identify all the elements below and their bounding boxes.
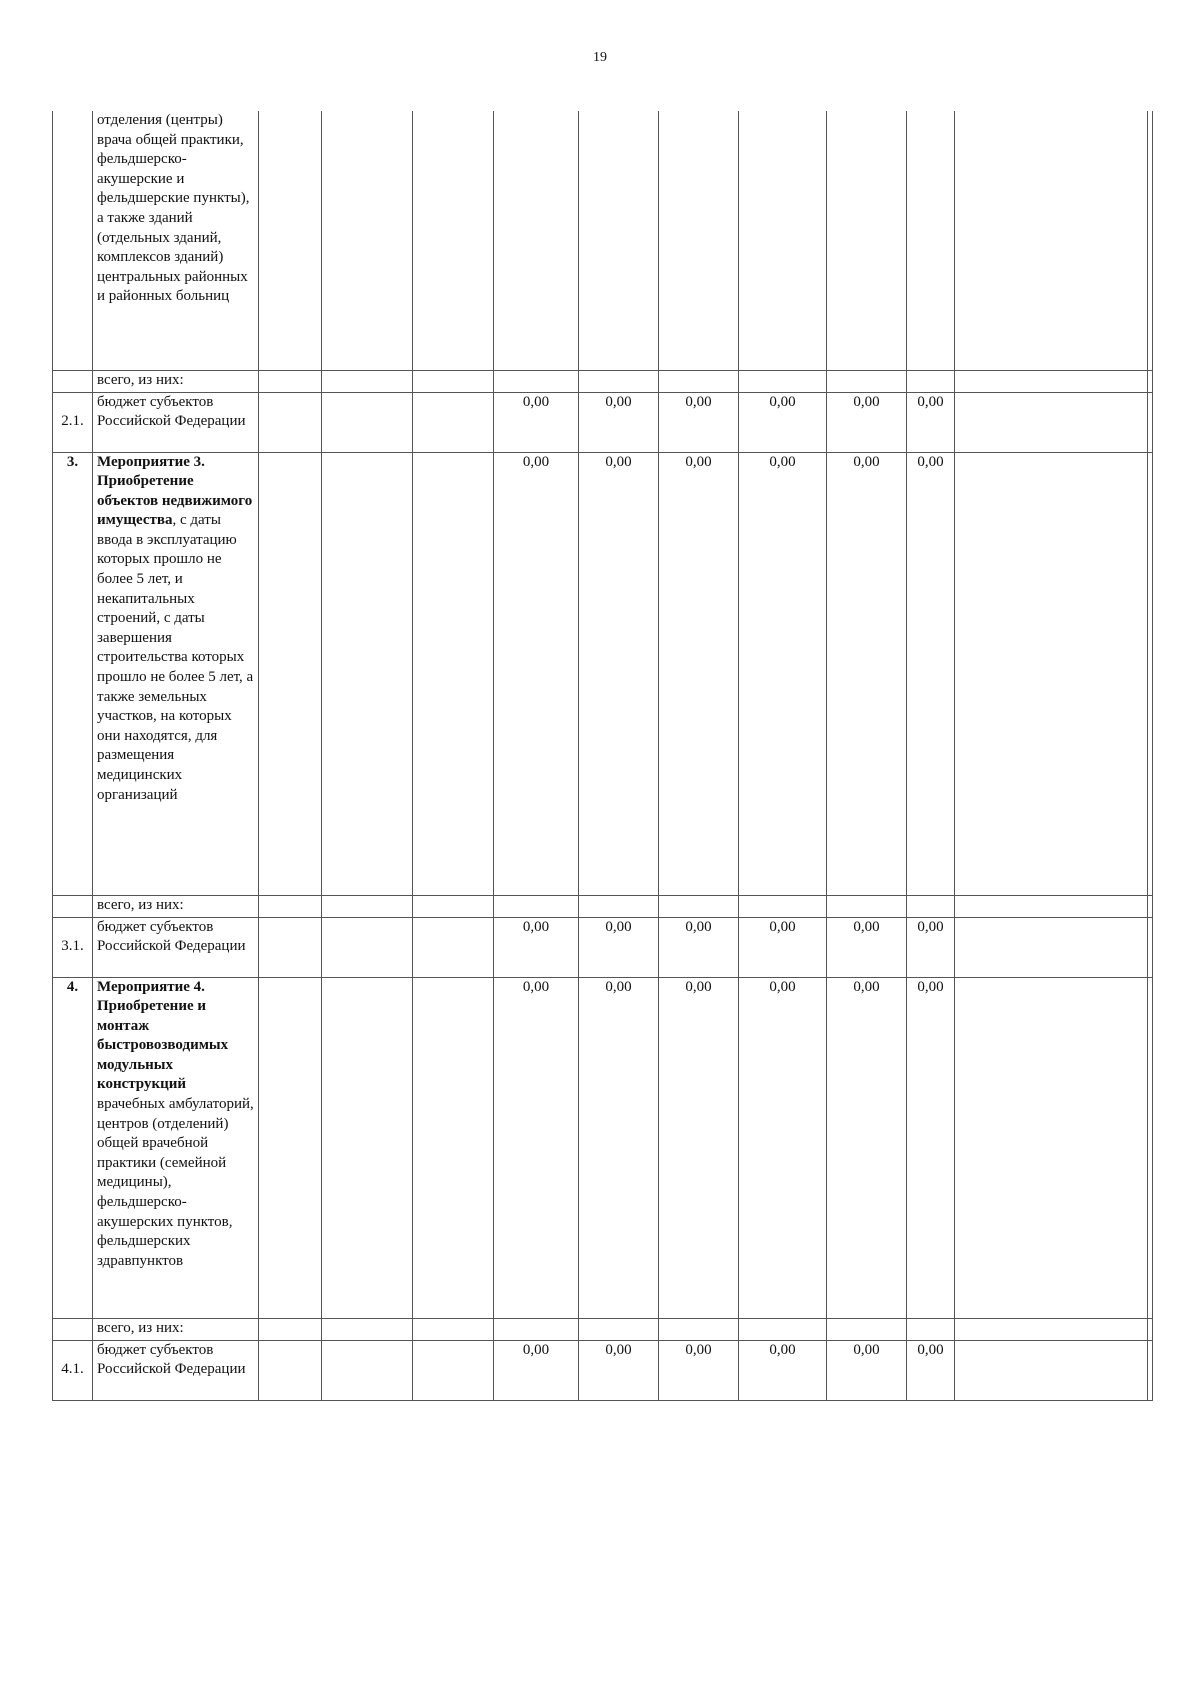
value-cell: 0,00 xyxy=(659,1340,739,1400)
empty-cell xyxy=(413,1340,494,1400)
empty-cell xyxy=(413,917,494,977)
value-cell xyxy=(955,111,1148,370)
empty-cell xyxy=(413,977,494,1318)
empty-cell xyxy=(259,917,322,977)
empty-cell xyxy=(322,917,413,977)
value-cell xyxy=(955,370,1148,392)
description-text: врачебных амбулаторий, центров (отделений) общей врачебной практики (семейной медицины), фельдшерско-акушерских пунктов, фельдшерских здравпунктов xyxy=(97,1096,254,1269)
trailing-cell xyxy=(1148,917,1153,977)
value-cell: 0,00 xyxy=(659,977,739,1318)
empty-cell xyxy=(259,392,322,452)
value-cell xyxy=(494,895,579,917)
value-cell: 0,00 xyxy=(907,977,955,1318)
value-cell: 0,00 xyxy=(739,917,827,977)
value-cell xyxy=(659,370,739,392)
value-cell xyxy=(579,111,659,370)
row-number-cell xyxy=(53,370,93,392)
value-cell: 0,00 xyxy=(659,917,739,977)
value-cell: 0,00 xyxy=(579,917,659,977)
row-continuation xyxy=(53,111,1153,370)
empty-cell xyxy=(259,1318,322,1340)
description-cell xyxy=(93,917,259,977)
value-cell xyxy=(494,1318,579,1340)
value-cell xyxy=(955,917,1148,977)
value-cell: 0,00 xyxy=(579,1340,659,1400)
value-cell: 0,00 xyxy=(907,452,955,895)
row-3 xyxy=(53,452,1153,895)
empty-cell xyxy=(259,1340,322,1400)
value-cell xyxy=(907,370,955,392)
empty-cell xyxy=(259,111,322,370)
value-cell xyxy=(955,977,1148,1318)
empty-cell xyxy=(413,370,494,392)
value-cell xyxy=(579,370,659,392)
description-text: отделения (центры) врача общей практики, фельдшерско-акушерские и фельдшерские пункты), а также зданий (отдельных зданий, комплексов зданий) центральных районных и районных больниц xyxy=(97,112,250,305)
description-cell xyxy=(93,392,259,452)
value-cell xyxy=(955,1340,1148,1400)
value-cell: 0,00 xyxy=(494,392,579,452)
value-cell xyxy=(494,370,579,392)
trailing-cell xyxy=(1148,370,1153,392)
value-cell: 0,00 xyxy=(494,917,579,977)
value-cell: 0,00 xyxy=(827,977,907,1318)
row-number-cell: 2.1. xyxy=(53,392,93,452)
description-text: бюджет субъектов Российской Федерации xyxy=(97,918,246,955)
empty-cell xyxy=(413,1318,494,1340)
value-cell: 0,00 xyxy=(494,452,579,895)
description-cell xyxy=(93,452,259,895)
value-cell xyxy=(827,1318,907,1340)
description-text: всего, из них: xyxy=(97,896,184,913)
value-cell xyxy=(907,111,955,370)
value-cell: 0,00 xyxy=(827,1340,907,1400)
value-cell: 0,00 xyxy=(494,977,579,1318)
empty-cell xyxy=(413,895,494,917)
value-cell xyxy=(827,895,907,917)
description-text: всего, из них: xyxy=(97,1319,184,1336)
value-cell xyxy=(907,895,955,917)
empty-cell xyxy=(322,895,413,917)
budget-table xyxy=(52,111,1153,1401)
value-cell xyxy=(659,111,739,370)
trailing-cell xyxy=(1148,895,1153,917)
value-cell xyxy=(494,111,579,370)
empty-cell xyxy=(322,977,413,1318)
value-cell: 0,00 xyxy=(827,392,907,452)
row-3-1 xyxy=(53,917,1153,977)
row-4 xyxy=(53,977,1153,1318)
row-subtotal-4 xyxy=(53,1318,1153,1340)
value-cell xyxy=(579,1318,659,1340)
row-number-cell: 3.1. xyxy=(53,917,93,977)
empty-cell xyxy=(322,1318,413,1340)
empty-cell xyxy=(322,392,413,452)
value-cell: 0,00 xyxy=(827,917,907,977)
value-cell: 0,00 xyxy=(659,452,739,895)
value-cell xyxy=(739,111,827,370)
description-cell xyxy=(93,895,259,917)
value-cell: 0,00 xyxy=(739,392,827,452)
value-cell xyxy=(739,895,827,917)
empty-cell xyxy=(259,370,322,392)
description-text: всего, из них: xyxy=(97,371,184,388)
row-4-1 xyxy=(53,1340,1153,1400)
table-body xyxy=(53,111,1153,1400)
row-number-cell xyxy=(53,1318,93,1340)
row-number-cell: 4.1. xyxy=(53,1340,93,1400)
value-cell: 0,00 xyxy=(659,392,739,452)
description-text: бюджет субъектов Российской Федерации xyxy=(97,1341,246,1378)
value-cell xyxy=(659,1318,739,1340)
row-number-cell xyxy=(53,895,93,917)
value-cell xyxy=(907,1318,955,1340)
value-cell: 0,00 xyxy=(579,977,659,1318)
value-cell: 0,00 xyxy=(907,1340,955,1400)
description-cell xyxy=(93,111,259,370)
row-number-cell: 4. xyxy=(53,977,93,1318)
row-2-1 xyxy=(53,392,1153,452)
description-text: , с даты ввода в эксплуатацию которых прошло не более 5 лет, и некапитальных строений, с даты завершения строительства которых прошло не более 5 лет, а также земельных участков, на которых они находятся, для размещения медицинских организаций xyxy=(97,512,254,803)
value-cell: 0,00 xyxy=(907,392,955,452)
activity-title: Мероприятие 3. Приобретение объектов недвижимого имущества xyxy=(97,453,253,529)
description-cell xyxy=(93,1340,259,1400)
value-cell xyxy=(659,895,739,917)
value-cell: 0,00 xyxy=(579,452,659,895)
empty-cell xyxy=(413,392,494,452)
trailing-cell xyxy=(1148,452,1153,895)
description-text: бюджет субъектов Российской Федерации xyxy=(97,393,246,430)
row-number-cell: 3. xyxy=(53,452,93,895)
value-cell: 0,00 xyxy=(739,452,827,895)
empty-cell xyxy=(259,452,322,895)
description-cell xyxy=(93,977,259,1318)
row-number-cell xyxy=(53,111,93,370)
trailing-cell xyxy=(1148,1318,1153,1340)
value-cell: 0,00 xyxy=(494,1340,579,1400)
value-cell xyxy=(955,452,1148,895)
empty-cell xyxy=(413,452,494,895)
value-cell xyxy=(739,370,827,392)
page-number: 19 xyxy=(593,50,607,65)
empty-cell xyxy=(322,1340,413,1400)
trailing-cell xyxy=(1148,392,1153,452)
empty-cell xyxy=(322,452,413,895)
empty-cell xyxy=(259,895,322,917)
empty-cell xyxy=(413,111,494,370)
value-cell xyxy=(579,895,659,917)
activity-title: Мероприятие 4. Приобретение и монтаж быстровозводимых модульных конструкций xyxy=(97,978,229,1093)
value-cell: 0,00 xyxy=(827,452,907,895)
empty-cell xyxy=(259,977,322,1318)
value-cell: 0,00 xyxy=(907,917,955,977)
value-cell xyxy=(955,1318,1148,1340)
row-subtotal-2 xyxy=(53,370,1153,392)
value-cell xyxy=(955,392,1148,452)
value-cell: 0,00 xyxy=(739,1340,827,1400)
description-cell xyxy=(93,1318,259,1340)
trailing-cell xyxy=(1148,1340,1153,1400)
value-cell: 0,00 xyxy=(739,977,827,1318)
value-cell xyxy=(827,370,907,392)
empty-cell xyxy=(322,370,413,392)
value-cell xyxy=(955,895,1148,917)
trailing-cell xyxy=(1148,111,1153,370)
value-cell xyxy=(739,1318,827,1340)
trailing-cell xyxy=(1148,977,1153,1318)
value-cell xyxy=(827,111,907,370)
row-subtotal-3 xyxy=(53,895,1153,917)
empty-cell xyxy=(322,111,413,370)
description-cell xyxy=(93,370,259,392)
value-cell: 0,00 xyxy=(579,392,659,452)
